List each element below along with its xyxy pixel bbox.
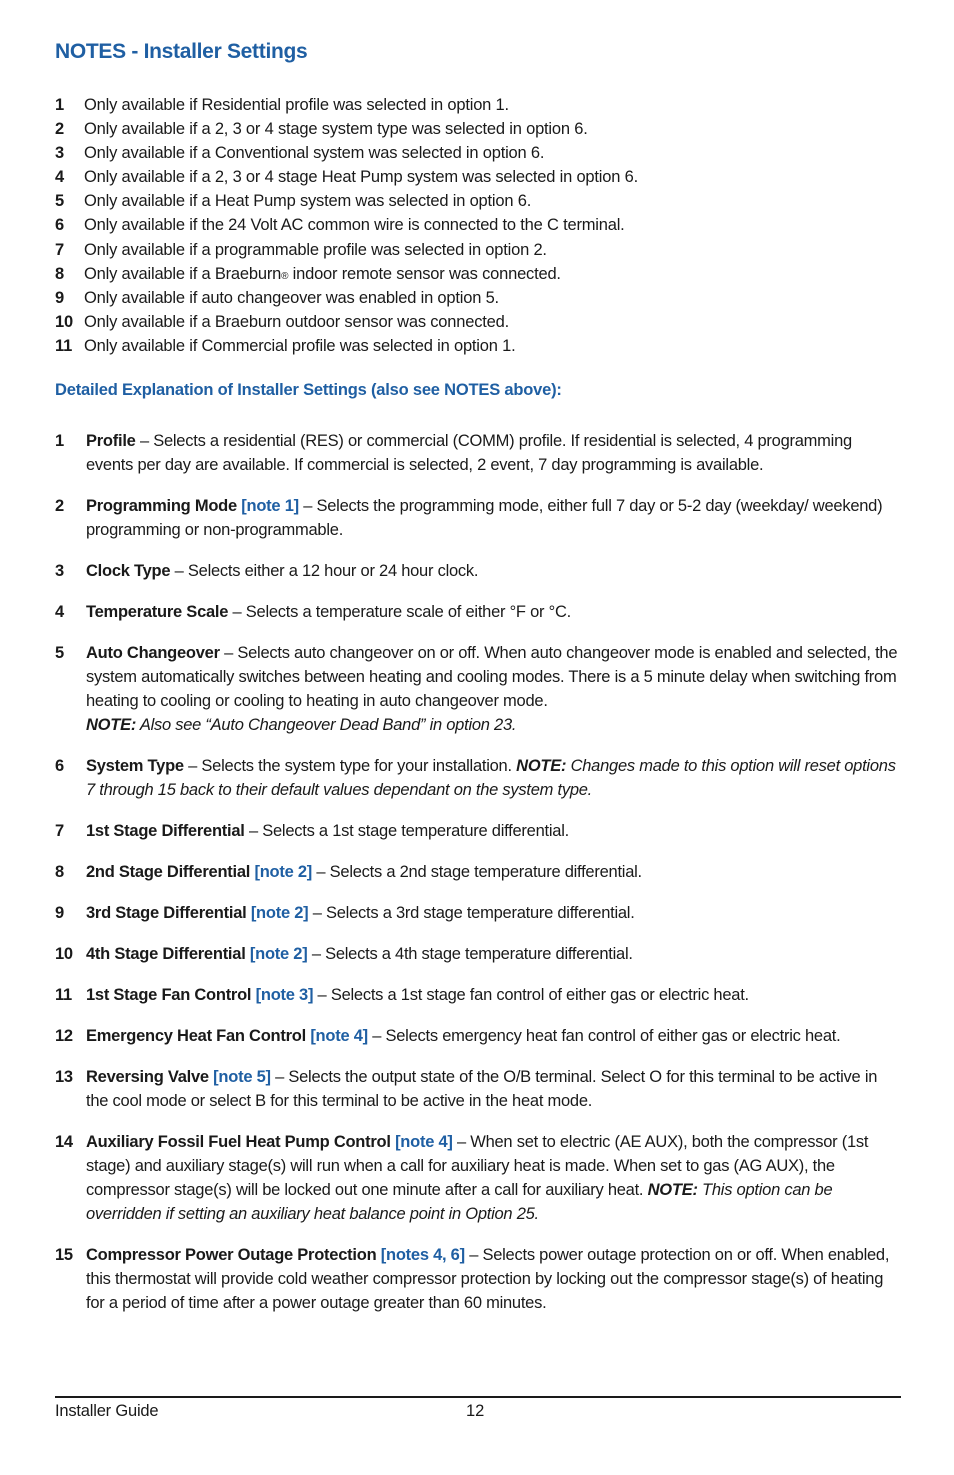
setting-body <box>86 983 901 1007</box>
setting-description: – Selects a 1st stage fan control of either gas or electric heat. <box>313 986 749 1004</box>
setting-term: Reversing Valve <box>86 1068 209 1086</box>
note-number: 4 <box>55 168 64 187</box>
setting-body <box>86 942 901 966</box>
note-number: 2 <box>55 120 64 139</box>
setting-number: 14 <box>55 1133 73 1151</box>
setting-term: Auxiliary Fossil Fuel Heat Pump Control <box>86 1133 391 1151</box>
setting-description: – Selects power outage protection on or off. When enabled, this thermostat will provide cold weather compressor protection by locking out the compressor stage(s) of heating for a period of time after a power outage greater than 60 minutes. <box>86 1246 890 1312</box>
setting-description: – Selects either a 12 hour or 24 hour clock. <box>170 562 479 580</box>
note-label: NOTE: <box>516 757 567 775</box>
note-text: Only available if Commercial profile was selected in option 1. <box>84 336 516 355</box>
note-text: Also see “Auto Changeover Dead Band” in option 23. <box>136 716 517 734</box>
settings-list <box>55 429 901 1332</box>
setting-number: 9 <box>55 904 64 922</box>
setting-item <box>55 860 901 884</box>
list-item <box>55 213 901 237</box>
setting-number: 3 <box>55 562 64 580</box>
page-number: 12 <box>466 1402 485 1420</box>
setting-body <box>86 1130 901 1226</box>
setting-item <box>55 559 901 583</box>
note-label: NOTE: <box>647 1181 698 1199</box>
setting-term: Programming Mode <box>86 497 237 515</box>
setting-number: 15 <box>55 1246 73 1264</box>
setting-body <box>86 641 901 737</box>
setting-number: 12 <box>55 1027 73 1045</box>
note-reference: [note 2] <box>254 863 313 881</box>
list-item <box>55 141 901 165</box>
setting-term: Compressor Power Outage Protection <box>86 1246 377 1264</box>
setting-description: – Selects emergency heat fan control of either gas or electric heat. <box>367 1027 841 1045</box>
setting-term: 4th Stage Differential <box>86 945 246 963</box>
setting-term: 3rd Stage Differential <box>86 904 247 922</box>
setting-description: – When set to electric (AE AUX), both the compressor (1st stage) and auxiliary stage(s) will run when a call for auxiliary heat is made. When set to gas (AG AUX), the compressor stage(s) will be locked out one minute after a call for auxiliary heat. <box>86 1133 869 1199</box>
setting-description: – Selects a 2nd stage temperature differential. <box>312 863 642 881</box>
setting-term: Clock Type <box>86 562 171 580</box>
setting-body <box>86 559 901 583</box>
setting-item <box>55 1130 901 1226</box>
setting-body <box>86 429 901 477</box>
note-number: 6 <box>55 216 64 235</box>
list-item <box>55 189 901 213</box>
setting-number: 13 <box>55 1068 73 1086</box>
note-reference: [note 2] <box>250 904 309 922</box>
setting-body <box>86 1243 901 1315</box>
list-item <box>55 334 901 358</box>
setting-description: – Selects a 3rd stage temperature differential. <box>308 904 635 922</box>
note-text: Only available if the 24 Volt AC common wire is connected to the C terminal. <box>84 216 625 235</box>
setting-number: 4 <box>55 603 64 621</box>
list-item <box>55 93 901 117</box>
setting-item <box>55 942 901 966</box>
note-text: Changes made to this option will reset options 7 through 15 back to their default values dependant on the system type. <box>86 757 896 799</box>
footer-divider <box>55 1396 901 1398</box>
setting-description: – Selects the programming mode, either full 7 day or 5-2 day (weekday/ weekend) programming or non-programmable. <box>86 497 883 539</box>
setting-body <box>86 600 901 624</box>
list-item <box>55 117 901 141</box>
setting-body <box>86 754 901 802</box>
setting-item <box>55 641 901 737</box>
note-number: 7 <box>55 240 64 259</box>
setting-item <box>55 429 901 477</box>
setting-item <box>55 1024 901 1048</box>
note-text: Only available if a 2, 3 or 4 stage system type was selected in option 6. <box>84 120 588 139</box>
setting-description: – Selects the output state of the O/B terminal. Select O for this terminal to be active in the cool mode or select B for this terminal to be active in the heat mode. <box>86 1068 878 1110</box>
note-text: Only available if a Heat Pump system was selected in option 6. <box>84 192 532 211</box>
setting-item <box>55 819 901 843</box>
setting-description: – Selects a residential (RES) or commercial (COMM) profile. If residential is selected, 4 programming events per day are available. If commercial is selected, 2 event, 7 day programming is available. <box>86 432 852 474</box>
list-item <box>55 238 901 262</box>
note-reference: [note 5] <box>213 1068 271 1086</box>
note-reference: [note 3] <box>255 986 314 1004</box>
setting-description: – Selects a 1st stage temperature differential. <box>244 822 569 840</box>
registered-mark: ® <box>281 270 289 282</box>
note-reference: [note 1] <box>241 497 299 515</box>
setting-description: – Selects the system type for your installation. <box>183 757 517 775</box>
setting-number: 11 <box>55 986 72 1004</box>
note-reference: [note 2] <box>249 945 308 963</box>
section-heading: Detailed Explanation of Installer Settings (also see NOTES above): <box>55 381 562 399</box>
note-text: Only available if auto changeover was enabled in option 5. <box>84 288 499 307</box>
setting-item <box>55 600 901 624</box>
note-number: 3 <box>55 144 64 163</box>
page-title: NOTES - Installer Settings <box>55 40 308 63</box>
setting-number: 7 <box>55 822 64 840</box>
list-item <box>55 286 901 310</box>
setting-body <box>86 819 901 843</box>
setting-term: System Type <box>86 757 184 775</box>
setting-number: 6 <box>55 757 64 775</box>
note-number: 9 <box>55 288 64 307</box>
setting-term: Profile <box>86 432 136 450</box>
note-number: 11 <box>55 336 73 355</box>
note-text: Only available if a 2, 3 or 4 stage Heat Pump system was selected in option 6. <box>84 168 638 187</box>
setting-number: 1 <box>55 432 64 450</box>
note-reference: [note 4] <box>310 1027 368 1045</box>
list-item <box>55 310 901 334</box>
setting-description: – Selects a temperature scale of either °F or °C. <box>228 603 571 621</box>
setting-body <box>86 1065 901 1113</box>
note-reference: [note 4] <box>395 1133 453 1151</box>
setting-number: 5 <box>55 644 64 662</box>
setting-term: 1st Stage Differential <box>86 822 245 840</box>
setting-number: 2 <box>55 497 64 515</box>
setting-item <box>55 901 901 925</box>
list-item <box>55 165 901 189</box>
setting-item <box>55 754 901 802</box>
setting-item <box>55 983 901 1007</box>
setting-item <box>55 1243 901 1315</box>
note-text: This option can be overridden if setting an auxiliary heat balance point in Option 25. <box>86 1181 833 1223</box>
setting-term: Temperature Scale <box>86 603 229 621</box>
setting-description: – Selects a 4th stage temperature differential. <box>307 945 633 963</box>
setting-term: Auto Changeover <box>86 644 220 662</box>
note-number: 10 <box>55 312 73 331</box>
footer-title: Installer Guide <box>55 1402 159 1420</box>
note-number: 5 <box>55 192 64 211</box>
setting-body <box>86 901 901 925</box>
note-reference: [notes 4, 6] <box>380 1246 465 1264</box>
setting-term: Emergency Heat Fan Control <box>86 1027 306 1045</box>
note-text: Only available if a Braeburn outdoor sensor was connected. <box>84 312 509 331</box>
setting-item <box>55 1065 901 1113</box>
note-text: Only available if a programmable profile was selected in option 2. <box>84 240 547 259</box>
list-item <box>55 262 901 286</box>
note-label: NOTE: <box>86 716 137 734</box>
setting-term: 2nd Stage Differential <box>86 863 251 881</box>
setting-number: 8 <box>55 863 64 881</box>
note-text-part: indoor remote sensor was connected. <box>288 264 561 283</box>
setting-body <box>86 860 901 884</box>
setting-body <box>86 1024 901 1048</box>
note-text-part: Only available if a Braeburn <box>84 264 282 283</box>
note-number: 8 <box>55 264 64 283</box>
setting-term: 1st Stage Fan Control <box>86 986 252 1004</box>
setting-item <box>55 494 901 542</box>
setting-number: 10 <box>55 945 73 963</box>
note-number: 1 <box>55 96 64 114</box>
note-text: Only available if Residential profile was selected in option 1. <box>84 96 509 114</box>
setting-body <box>86 494 901 542</box>
note-text: Only available if a Conventional system was selected in option 6. <box>84 144 545 163</box>
setting-description: – Selects auto changeover on or off. When auto changeover mode is enabled and selected, the system automatically switches between heating and cooling modes. There is a 5 minute delay when switching from heating to cooling or cooling to heating in auto changeover mode. <box>86 644 898 710</box>
notes-list <box>55 93 901 358</box>
note-text <box>84 262 901 286</box>
